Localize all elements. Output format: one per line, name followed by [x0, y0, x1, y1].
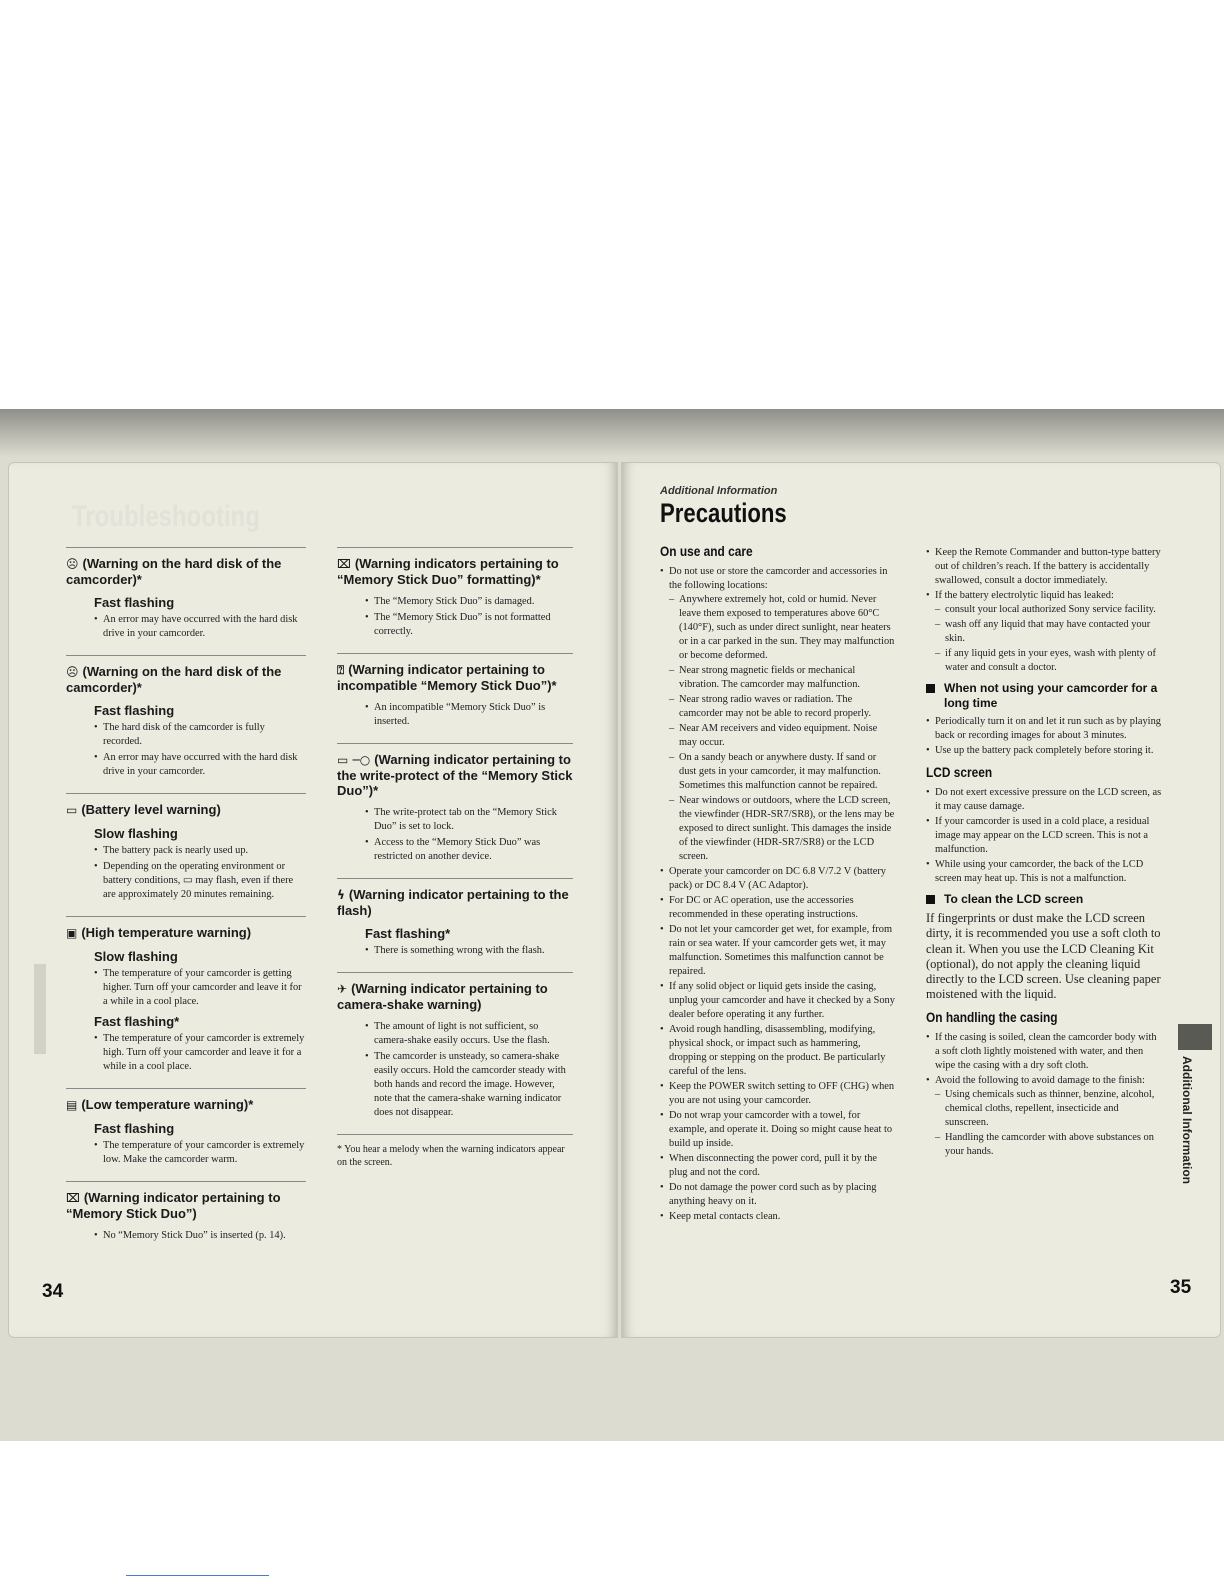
- list-item: • An error may have occurred with the hard disk drive in your camcorder.: [94, 751, 306, 779]
- warning-heading: [337, 887, 573, 918]
- list-item: • For DC or AC operation, use the accessories recommended in these operating instructions.: [660, 894, 896, 922]
- list-item: • If the casing is soiled, clean the camcorder body with a soft cloth lightly moistened with water, and then wipe the casing with a dry soft cloth.: [926, 1031, 1162, 1073]
- battery-icon: ▭: [66, 803, 78, 817]
- bottom-rule: [126, 1575, 269, 1576]
- list-item: [660, 565, 896, 864]
- warning-title: (Warning on the hard disk of the camcorder)*: [66, 556, 282, 587]
- dash-item: – On a sandy beach or anywhere dusty. If sand or dust gets in your camcorder, it may malfunction. Sometimes this malfunction cannot be repaired.: [669, 751, 896, 793]
- bullet-list: [94, 1139, 306, 1167]
- flashing-subheading: Fast flashing: [94, 703, 175, 718]
- warning-heading: [66, 802, 306, 818]
- heading-lcd-screen: LCD screen: [926, 764, 993, 780]
- warning-section: [337, 547, 573, 639]
- dash-item: – Anywhere extremely hot, cold or humid. Never leave them exposed to temperatures above 60°C (140°F), such as under direct sunlight, near heaters or in a car parked in the sun. They may malfunction or become deformed.: [669, 593, 896, 663]
- list-item: • An error may have occurred with the hard disk drive in your camcorder.: [94, 613, 306, 641]
- list-item: • The temperature of your camcorder is extremely low. Make the camcorder warm.: [94, 1139, 306, 1167]
- warning-title: (Low temperature warning)*: [81, 1097, 254, 1112]
- warning-title: (Battery level warning): [81, 802, 221, 817]
- dash-item: – Near strong magnetic fields or mechanical vibration. The camcorder may malfunction.: [669, 664, 896, 692]
- warning-heading: [337, 662, 573, 693]
- list-item: • The “Memory Stick Duo” is not formatted correctly.: [365, 611, 573, 639]
- casing-list: [926, 1031, 1162, 1159]
- right-page-column-2: [926, 546, 1162, 1163]
- list-item: • Do not let your camcorder get wet, for example, from rain or sea water. If your camcorder gets wet, it may malfunction. Sometimes this malfunction cannot be repaired.: [660, 923, 896, 979]
- list-item: • If your camcorder is used in a cold place, a residual image may appear on the LCD screen. This is not a malfunction.: [926, 815, 1162, 857]
- low-temperature-icon: ▤: [66, 1098, 78, 1112]
- warning-title: (Warning indicators pertaining to “Memory Stick Duo” formatting)*: [337, 556, 559, 587]
- lcd-list: [926, 786, 1162, 886]
- bullet-list: [365, 944, 573, 958]
- list-item: • The write-protect tab on the “Memory Stick Duo” is set to lock.: [365, 806, 573, 834]
- bullet-list: [94, 967, 306, 1009]
- list-item-text: If the battery electrolytic liquid has leaked:: [935, 590, 1114, 601]
- scan-top-shadow: [0, 409, 1224, 457]
- list-item: • Do not damage the power cord such as by placing anything heavy on it.: [660, 1181, 896, 1209]
- hard-disk-warning-icon: ☹: [66, 557, 79, 571]
- bullet-list: [94, 844, 306, 902]
- bullet-list: [94, 1032, 306, 1074]
- list-item: • Use up the battery pack completely before storing it.: [926, 744, 1162, 758]
- list-item: [926, 1074, 1162, 1159]
- dash-item: – Handling the camcorder with above substances on your hands.: [935, 1131, 1162, 1159]
- warning-title: (Warning indicator pertaining to incompatible “Memory Stick Duo”)*: [337, 662, 557, 693]
- side-tab-text: Additional Information: [1180, 1056, 1194, 1184]
- list-item-text: Avoid the following to avoid damage to the finish:: [935, 1074, 1145, 1086]
- list-item: • Periodically turn it on and let it run such as by playing back or recording images for about 3 minutes.: [926, 715, 1162, 743]
- bullet-list: [365, 595, 573, 639]
- flashing-subheading: Fast flashing: [94, 595, 175, 610]
- list-item: • Keep the Remote Commander and button-type battery out of children’s reach. If the battery is accidentally swallowed, consult a doctor immediately.: [926, 546, 1162, 588]
- heading-text: To clean the LCD screen: [944, 892, 1084, 906]
- warning-heading: [337, 752, 573, 798]
- warning-section: [66, 793, 306, 902]
- warning-heading: [337, 556, 573, 587]
- list-item: • While using your camcorder, the back of the LCD screen may heat up. This is not a malfunction.: [926, 858, 1162, 886]
- left-page-column-2: [337, 547, 573, 1169]
- dash-item: – Near AM receivers and video equipment. Noise may occur.: [669, 722, 896, 750]
- warning-title: (Warning indicator pertaining to camera-shake warning): [337, 981, 548, 1012]
- heading-not-using: [926, 681, 1162, 711]
- square-bullet-icon: [926, 895, 935, 904]
- list-item: • No “Memory Stick Duo” is inserted (p. 14).: [94, 1229, 306, 1243]
- bullet-list: [94, 613, 306, 641]
- dash-item: – if any liquid gets in your eyes, wash with plenty of water and consult a doctor.: [935, 647, 1162, 675]
- bullet-list: [94, 1229, 306, 1243]
- warning-title: (Warning on the hard disk of the camcorder)*: [66, 664, 282, 695]
- not-using-list: [926, 715, 1162, 758]
- warning-section: [337, 878, 573, 958]
- list-item: • When disconnecting the power cord, pull it by the plug and not the cord.: [660, 1152, 896, 1180]
- warning-section: [66, 655, 306, 779]
- flashing-subheading: Slow flashing: [94, 826, 178, 841]
- warning-heading: [66, 556, 306, 587]
- warning-section: [337, 653, 573, 729]
- warning-title: (High temperature warning): [81, 925, 252, 940]
- flashing-subheading: Fast flashing*: [94, 1014, 180, 1029]
- right-page-column-1: [660, 484, 896, 1228]
- high-temperature-icon: ▣: [66, 926, 78, 940]
- warning-section: [337, 743, 573, 864]
- write-protect-icon: ▭ ─○: [337, 753, 371, 767]
- bullet-list: [365, 701, 573, 729]
- warning-title: (Warning indicator pertaining to “Memory Stick Duo”): [66, 1190, 281, 1221]
- location-dash-list: [669, 593, 896, 864]
- list-item: • If any solid object or liquid gets inside the casing, unplug your camcorder and have it checked by a Sony dealer before operating it any further.: [660, 980, 896, 1022]
- dash-item: – Near strong radio waves or radiation. The camcorder may not be able to record properly.: [669, 693, 896, 721]
- warning-section: [66, 916, 306, 1074]
- list-item: [926, 589, 1162, 675]
- footnote: * You hear a melody when the warning indicators appear on the screen.: [337, 1134, 573, 1169]
- warning-heading: [66, 1190, 306, 1221]
- left-page-column-1: [66, 547, 306, 1257]
- memory-stick-icon: ⌧: [66, 1191, 80, 1205]
- list-item: • There is something wrong with the flash.: [365, 944, 573, 958]
- battery-safety-list: [926, 546, 1162, 675]
- list-item: • Do not wrap your camcorder with a towel, for example, and operate it. Doing so might cause heat to build up inside.: [660, 1109, 896, 1151]
- list-item: • An incompatible “Memory Stick Duo” is inserted.: [365, 701, 573, 729]
- section-tab-marker: [1178, 1024, 1212, 1050]
- warning-section: [337, 972, 573, 1120]
- casing-dash-list: [935, 1088, 1162, 1159]
- list-item: • The temperature of your camcorder is extremely high. Turn off your camcorder and leave it for a while in a cool place.: [94, 1032, 306, 1074]
- faded-side-tab: [34, 964, 46, 1054]
- list-item: • The temperature of your camcorder is getting higher. Turn off your camcorder and leave it for a while in a cool place.: [94, 967, 306, 1009]
- list-item: • Keep metal contacts clean.: [660, 1210, 896, 1224]
- warning-section: [66, 1088, 306, 1167]
- list-item: • Access to the “Memory Stick Duo” was restricted on another device.: [365, 836, 573, 864]
- warning-heading: [66, 925, 306, 941]
- list-item: • Do not exert excessive pressure on the LCD screen, as it may cause damage.: [926, 786, 1162, 814]
- page-title: Precautions: [660, 498, 787, 528]
- list-item-text: Do not use or store the camcorder and accessories in the following locations:: [669, 566, 888, 591]
- list-item: • Avoid rough handling, disassembling, modifying, physical shock, or impact such as hammering, dropping or stepping on the product. Be particularly careful of the lens.: [660, 1023, 896, 1079]
- bullet-list: [365, 806, 573, 864]
- list-item: • Keep the POWER switch setting to OFF (CHG) when you are not using your camcorder.: [660, 1080, 896, 1108]
- heading-text: When not using your camcorder for a long time: [944, 681, 1158, 710]
- dash-item: – Using chemicals such as thinner, benzine, alcohol, chemical cloths, repellent, insecticide and sunscreen.: [935, 1088, 1162, 1130]
- list-item: • Operate your camcorder on DC 6.8 V/7.2 V (battery pack) or DC 8.4 V (AC Adaptor).: [660, 865, 896, 893]
- heading-use-and-care: On use and care: [660, 543, 753, 559]
- faded-section-title: Troubleshooting: [72, 500, 260, 533]
- bullet-list: [94, 721, 306, 779]
- side-tab-label: [1180, 1056, 1194, 1186]
- clean-paragraph: If fingerprints or dust make the LCD screen dirty, it is recommended you use a soft cloth to clean it. When you use the LCD Cleaning Kit (optional), do not apply the cleaning liquid directly to the LCD screen. Use cleaning paper moistened with the liquid.: [926, 911, 1161, 1002]
- page-number-right: 35: [1170, 1277, 1192, 1298]
- flashing-subheading: Fast flashing*: [365, 926, 451, 941]
- list-item: • The “Memory Stick Duo” is damaged.: [365, 595, 573, 609]
- category-label: Additional Information: [660, 485, 778, 497]
- warning-title: (Warning indicator pertaining to the flash): [337, 887, 569, 918]
- bullet-list: [365, 1020, 573, 1120]
- list-item: • The amount of light is not sufficient, so camera-shake easily occurs. Use the flash.: [365, 1020, 573, 1048]
- dash-item: – Near windows or outdoors, where the LCD screen, the viewfinder (HDR-SR7/SR8), or the lens may be exposed to direct sunlight. This damages the inside of the viewfinder (HDR-SR7/SR8) or the LCD screen.: [669, 794, 896, 864]
- leak-dash-list: [935, 603, 1162, 675]
- use-care-list: [660, 565, 896, 1224]
- dash-item: – consult your local authorized Sony service facility.: [935, 603, 1162, 617]
- flashing-subheading: Fast flashing: [94, 1121, 175, 1136]
- dash-item: – wash off any liquid that may have contacted your skin.: [935, 618, 1162, 646]
- hard-disk-full-icon: ☹: [66, 665, 79, 679]
- memory-stick-format-icon: ⌧: [337, 557, 351, 571]
- camera-shake-icon: ✈: [337, 982, 348, 996]
- flash-icon: ϟ: [337, 888, 345, 902]
- page-number-left: 34: [42, 1281, 64, 1302]
- list-item: • The camcorder is unsteady, so camera-shake easily occurs. Hold the camcorder steady with both hands and record the image. However, note that the camera-shake warning indicator does not disappear.: [365, 1050, 573, 1120]
- flashing-subheading: Slow flashing: [94, 949, 178, 964]
- list-item: • The hard disk of the camcorder is fully recorded.: [94, 721, 306, 749]
- square-bullet-icon: [926, 684, 935, 693]
- warning-heading: [337, 981, 573, 1012]
- list-item: • The battery pack is nearly used up.: [94, 844, 306, 858]
- warning-section: [66, 1181, 306, 1243]
- list-item: • Depending on the operating environment or battery conditions, ▭ may flash, even if there are approximately 20 minutes remaining.: [94, 860, 306, 902]
- heading-casing: On handling the casing: [926, 1008, 1058, 1025]
- incompatible-memory-stick-icon: ⍰: [337, 663, 345, 677]
- warning-heading: [66, 1097, 306, 1113]
- warning-title: (Warning indicator pertaining to the write-protect of the “Memory Stick Duo”)*: [337, 752, 573, 798]
- warning-heading: [66, 664, 306, 695]
- warning-section: [66, 547, 306, 641]
- heading-clean-lcd: [926, 892, 1162, 907]
